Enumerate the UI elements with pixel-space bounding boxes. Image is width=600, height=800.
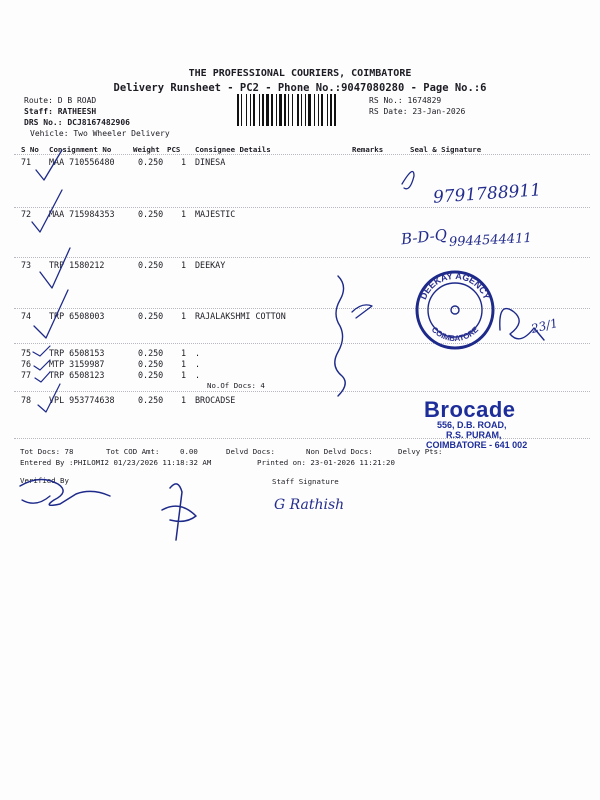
- col-sno: S No: [21, 145, 39, 154]
- total-cod-value: 0.00: [180, 447, 198, 456]
- row-consignment: TRP 6508003: [49, 311, 105, 321]
- handwritten-bd-note: B-D-Q: [400, 225, 448, 249]
- row-consignee: .: [195, 370, 201, 380]
- delivery-points: Delvy Pts:: [398, 447, 443, 456]
- row-pcs: 1: [181, 370, 187, 380]
- printed-on: Printed on: 23-01-2026 11:21:20: [257, 458, 395, 467]
- row-weight: 0.250: [138, 395, 164, 405]
- row-weight: 0.250: [138, 370, 164, 380]
- row-pcs: 1: [181, 348, 187, 358]
- brocade-stamp-address-2: R.S. PURAM,: [446, 430, 502, 440]
- row-consignee: BROCADSE: [195, 395, 236, 405]
- row-consignment: TRP 1580212: [49, 260, 105, 270]
- vehicle-label: Vehicle: Two Wheeler Delivery: [30, 129, 170, 138]
- row-consignment: MTP 3159987: [49, 359, 105, 369]
- row-consignee: RAJALAKSHMI COTTON: [195, 311, 286, 321]
- staff-label: Staff: RATHEESH: [24, 107, 97, 116]
- tick-mark-icon: [36, 150, 62, 180]
- row-sno: 74: [21, 311, 32, 321]
- total-docs: Tot Docs: 78: [20, 447, 74, 456]
- runsheet-title: Delivery Runsheet - PC2 - Phone No.:9047080280 - Page No.:6: [113, 82, 487, 94]
- row-sno: 77: [21, 370, 32, 380]
- staff-signature-label: Staff Signature: [272, 477, 339, 486]
- total-cod-label: Tot COD Amt:: [106, 447, 160, 456]
- group-doc-count: No.Of Docs: 4: [207, 381, 265, 390]
- row-consignment: TRP 6508123: [49, 370, 105, 380]
- rs-date: RS Date: 23-Jan-2026: [369, 107, 466, 116]
- tick-mark-icon: [38, 384, 60, 412]
- row-weight: 0.250: [138, 209, 164, 219]
- col-seal-signature: Seal & Signature: [410, 145, 482, 154]
- handwritten-staff-signature: G Rathish: [274, 497, 345, 513]
- tick-mark-icon: [32, 190, 62, 232]
- tick-mark-icon: [40, 248, 70, 288]
- row-sno: 71: [21, 157, 32, 167]
- col-remarks: Remarks: [352, 145, 384, 154]
- scribble-icon: [402, 172, 414, 189]
- row-sno: 78: [21, 395, 32, 405]
- row-consignee: .: [195, 359, 201, 369]
- col-pcs: PCS: [167, 145, 181, 154]
- row-pcs: 1: [181, 359, 187, 369]
- row-pcs: 1: [181, 395, 187, 405]
- brocade-stamp-address-1: 556, D.B. ROAD,: [437, 420, 507, 430]
- tick-mark-icon: [34, 290, 68, 338]
- drs-number: DRS No.: DCJ8167482906: [24, 118, 130, 127]
- signature-icon: [500, 309, 544, 340]
- row-consignee: DEEKAY: [195, 260, 226, 270]
- entered-by: Entered By :PHILOMI2 01/23/2026 11:18:32 AM: [20, 458, 212, 467]
- row-consignee: DINESA: [195, 157, 226, 167]
- bracket-icon: [335, 276, 345, 396]
- row-weight: 0.250: [138, 157, 164, 167]
- row-consignment: MAA 710556480: [49, 157, 115, 167]
- row-pcs: 1: [181, 157, 187, 167]
- brocade-stamp-address-3: COIMBATORE - 641 002: [426, 440, 528, 450]
- row-sno: 73: [21, 260, 32, 270]
- svg-text:COIMBATORE: [430, 325, 481, 344]
- rs-number: RS No.: 1674829: [369, 96, 442, 105]
- tick-mark-icon: [35, 372, 50, 382]
- row-consignment: TRP 6508153: [49, 348, 105, 358]
- row-consignment: MAA 715984353: [49, 209, 115, 219]
- row-consignment: VPL 953774638: [49, 395, 115, 405]
- col-weight: Weight: [133, 145, 160, 154]
- row-pcs: 1: [181, 260, 187, 270]
- seal-top-text: DEEKAY AGENCY: [418, 270, 492, 301]
- row-consignee: MAJESTIC: [195, 209, 236, 219]
- verified-by-label: Verified By: [20, 476, 69, 485]
- row-sno: 72: [21, 209, 32, 219]
- row-pcs: 1: [181, 209, 187, 219]
- bracket-icon: [352, 305, 372, 318]
- delivered-docs: Delvd Docs:: [226, 447, 275, 456]
- brocade-stamp-name: Brocade: [424, 397, 516, 422]
- svg-text:DEEKAY AGENCY: [418, 271, 492, 301]
- tick-mark-icon: [34, 360, 50, 370]
- handwritten-phone-1: 9791788911: [432, 180, 542, 208]
- row-weight: 0.250: [138, 348, 164, 358]
- col-consignee: Consignee Details: [195, 145, 271, 154]
- row-sno: 76: [21, 359, 32, 369]
- verifier-signature-icon: [20, 479, 110, 505]
- non-delivered-docs: Non Delvd Docs:: [306, 447, 373, 456]
- handwritten-date-note: 23/1: [529, 315, 560, 337]
- company-title: THE PROFESSIONAL COURIERS, COIMBATORE: [188, 68, 412, 79]
- tick-mark-icon: [33, 346, 50, 356]
- seal-bottom-text: COIMBATORE: [429, 325, 481, 344]
- staff-initial-signature-icon: [162, 484, 196, 540]
- row-sno: 75: [21, 348, 32, 358]
- row-weight: 0.250: [138, 359, 164, 369]
- row-consignee: .: [195, 348, 201, 358]
- col-consignment: Consignment No: [49, 145, 112, 154]
- row-pcs: 1: [181, 311, 187, 321]
- row-weight: 0.250: [138, 311, 164, 321]
- route-label: Route: D B ROAD: [24, 96, 97, 105]
- handwritten-phone-2: 9944544411: [448, 230, 533, 251]
- row-weight: 0.250: [138, 260, 164, 270]
